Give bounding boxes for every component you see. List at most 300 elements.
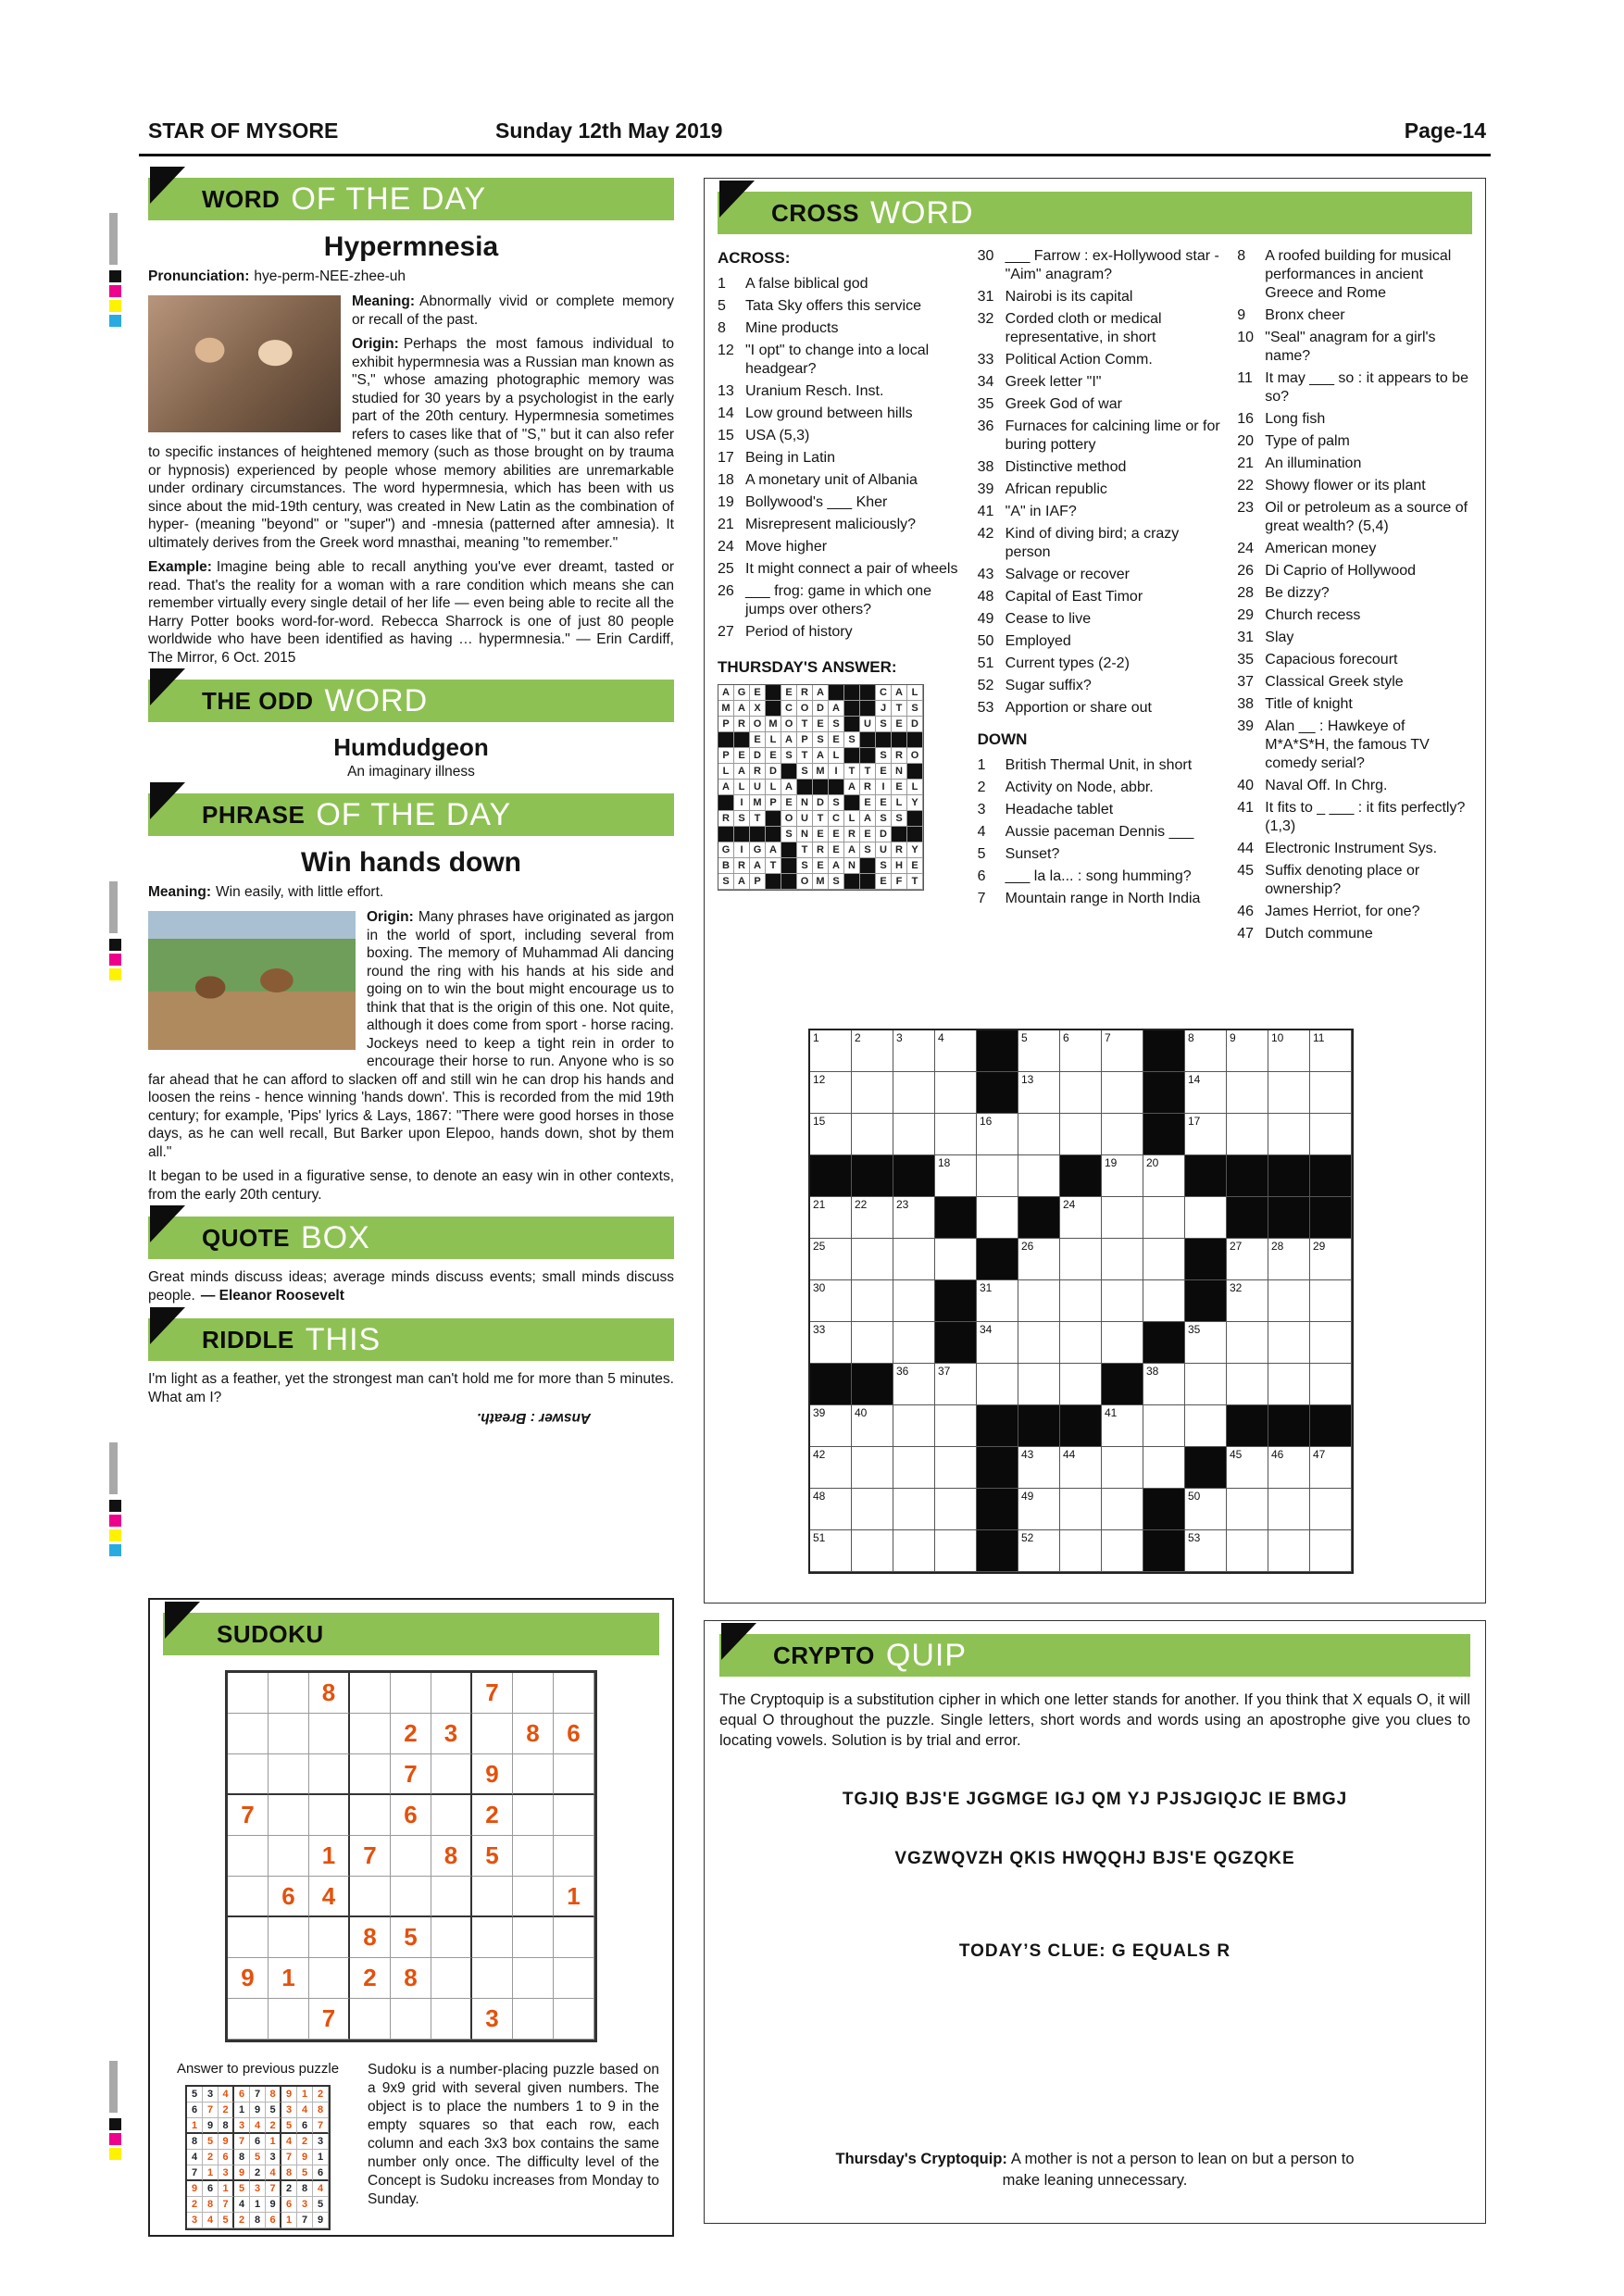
answer-letter-cell: E <box>734 748 750 764</box>
clue-number: 44 <box>1237 841 1255 856</box>
answer-letter-cell: S <box>876 858 892 874</box>
sudoku-empty-cell[interactable] <box>554 1754 594 1795</box>
sudoku-empty-cell[interactable] <box>269 1714 309 1754</box>
clue-number: 49 <box>977 611 994 627</box>
crossword-cell[interactable] <box>1018 1447 1060 1489</box>
sudoku-empty-cell[interactable] <box>391 1877 431 1917</box>
sudoku-empty-cell[interactable] <box>269 1795 309 1836</box>
crossword-cell[interactable] <box>810 1197 852 1239</box>
answer-letter-cell: L <box>766 780 781 795</box>
answer-letter-cell: P <box>718 717 734 732</box>
sudoku-empty-cell[interactable] <box>554 1673 594 1714</box>
crossword-cell[interactable] <box>935 1364 977 1405</box>
sudoku-empty-cell[interactable] <box>431 1877 472 1917</box>
crossword-cell[interactable] <box>810 1322 852 1364</box>
crossword-cell[interactable] <box>977 1114 1018 1155</box>
crossword-cell[interactable] <box>1268 1447 1310 1489</box>
sudoku-empty-cell[interactable] <box>350 1877 391 1917</box>
answer-letter-cell: I <box>829 764 844 780</box>
crossword-cell[interactable] <box>1310 1280 1352 1322</box>
crossword-cell[interactable] <box>1227 1489 1268 1530</box>
sudoku-empty-cell[interactable] <box>228 1673 269 1714</box>
answer-letter-cell: E <box>907 858 923 874</box>
crossword-cell[interactable] <box>893 1364 935 1405</box>
registration-mark <box>109 968 121 980</box>
cell-number: 35 <box>1188 1323 1201 1336</box>
crossword-clue <box>978 677 1225 695</box>
clue-text: James Herriot, for one? <box>1265 904 1420 919</box>
sudoku-empty-cell[interactable] <box>513 1795 554 1836</box>
crossword-black-cell <box>977 1239 1018 1280</box>
crossword-cell[interactable] <box>810 1530 852 1572</box>
crossword-cell[interactable] <box>1102 1072 1143 1114</box>
crossword-cell[interactable] <box>852 1114 893 1155</box>
answer-letter-cell: A <box>734 874 750 890</box>
crossword-cell[interactable] <box>935 1489 977 1530</box>
cell-number: 31 <box>980 1281 993 1294</box>
crossword-cell[interactable] <box>893 1489 935 1530</box>
crossword-cell[interactable] <box>1185 1322 1227 1364</box>
crossword-cell[interactable] <box>810 1280 852 1322</box>
crossword-cell[interactable] <box>1018 1489 1060 1530</box>
answer-letter-cell: S <box>876 811 892 827</box>
crossword-clue <box>978 890 1225 908</box>
sudoku-empty-cell[interactable] <box>554 1999 594 2040</box>
crossword-cell[interactable] <box>1060 1239 1102 1280</box>
sudoku-empty-cell[interactable] <box>391 1999 431 2040</box>
crossword-cell[interactable] <box>810 1405 852 1447</box>
sudoku-empty-cell[interactable] <box>391 1836 431 1877</box>
crossword-cell[interactable] <box>1268 1280 1310 1322</box>
sudoku-empty-cell[interactable] <box>554 1836 594 1877</box>
clue-column-3 <box>1237 247 1472 947</box>
crossword-cell[interactable] <box>1060 1447 1102 1489</box>
crossword-cell[interactable] <box>810 1114 852 1155</box>
crossword-cell[interactable] <box>1227 1114 1268 1155</box>
crossword-cell[interactable] <box>935 1072 977 1114</box>
crossword-cell[interactable] <box>1268 1239 1310 1280</box>
crossword-cell[interactable] <box>1143 1405 1185 1447</box>
crossword-cell[interactable] <box>1185 1197 1227 1239</box>
sudoku-empty-cell[interactable] <box>228 1836 269 1877</box>
crossword-cell[interactable] <box>810 1239 852 1280</box>
crossword-cell[interactable] <box>977 1322 1018 1364</box>
quote-box-bar <box>148 1217 674 1259</box>
crossword-cell[interactable] <box>1185 1030 1227 1072</box>
clue-number: 34 <box>977 374 994 390</box>
answer-black-cell <box>892 732 907 748</box>
clue-number: 40 <box>1237 778 1255 793</box>
crossword-clue <box>978 867 1225 886</box>
crossword-cell[interactable] <box>1143 1364 1185 1405</box>
crossword-cell[interactable] <box>1102 1447 1143 1489</box>
crossword-cell[interactable] <box>1268 1114 1310 1155</box>
answer-black-cell <box>734 827 750 842</box>
crossword-cell[interactable] <box>852 1197 893 1239</box>
crossword-clue <box>718 405 965 423</box>
sudoku-empty-cell[interactable] <box>472 1714 513 1754</box>
crossword-cell[interactable] <box>1185 1489 1227 1530</box>
crossword-cell[interactable] <box>1102 1114 1143 1155</box>
crossword-cell[interactable] <box>1185 1072 1227 1114</box>
sudoku-digit-cell: 5 <box>472 1836 513 1877</box>
answer-black-cell <box>844 748 860 764</box>
clue-text: Dutch commune <box>1265 926 1373 942</box>
crossword-cell[interactable] <box>852 1405 893 1447</box>
crossword-clue <box>1237 455 1472 473</box>
crossword-cell[interactable] <box>1185 1530 1227 1572</box>
crossword-cell[interactable] <box>810 1447 852 1489</box>
sudoku-answer-grid <box>185 2085 331 2230</box>
sudoku-digit-cell: 7 <box>203 2103 219 2118</box>
sudoku-empty-cell[interactable] <box>431 1999 472 2040</box>
sudoku-empty-cell[interactable] <box>513 1754 554 1795</box>
crossword-cell[interactable] <box>1018 1114 1060 1155</box>
crossword-cell[interactable] <box>977 1197 1018 1239</box>
clue-number: 15 <box>718 428 734 443</box>
crossword-cell[interactable] <box>1227 1364 1268 1405</box>
crossword-clue-columns <box>718 247 1472 947</box>
answer-letter-cell: E <box>876 764 892 780</box>
crossword-cell[interactable] <box>810 1030 852 1072</box>
clue-number: 37 <box>1237 674 1255 690</box>
crossword-cell[interactable] <box>935 1530 977 1572</box>
sudoku-empty-cell[interactable] <box>513 1917 554 1958</box>
crossword-cell[interactable] <box>1102 1239 1143 1280</box>
crossword-cell[interactable] <box>810 1072 852 1114</box>
sudoku-digit-cell: 3 <box>281 2103 297 2118</box>
section-subtag: OF THE DAY <box>316 796 512 832</box>
sudoku-empty-cell[interactable] <box>228 1999 269 2040</box>
clue-text: Aussie paceman Dennis ___ <box>1005 824 1194 840</box>
crossword-cell[interactable] <box>893 1114 935 1155</box>
sudoku-empty-cell[interactable] <box>431 1754 472 1795</box>
crossword-cell[interactable] <box>1310 1239 1352 1280</box>
crossword-cell[interactable] <box>893 1072 935 1114</box>
crossword-cell[interactable] <box>1227 1072 1268 1114</box>
crossword-clue <box>718 582 965 619</box>
answer-black-cell <box>907 764 923 780</box>
sudoku-empty-cell[interactable] <box>513 1877 554 1917</box>
crossword-cell[interactable] <box>977 1280 1018 1322</box>
sudoku-digit-cell: 2 <box>187 2197 203 2213</box>
crossword-cell[interactable] <box>1102 1030 1143 1072</box>
registration-mark <box>109 954 121 966</box>
crossword-cell[interactable] <box>852 1072 893 1114</box>
sudoku-digit-cell: 8 <box>219 2118 234 2134</box>
answer-letter-cell: A <box>860 811 876 827</box>
sudoku-digit-cell: 9 <box>281 2087 297 2103</box>
crossword-cell[interactable] <box>1060 1530 1102 1572</box>
crossword-cell[interactable] <box>852 1322 893 1364</box>
sudoku-empty-cell[interactable] <box>350 1754 391 1795</box>
crossword-clue <box>978 418 1225 455</box>
crossword-cell[interactable] <box>1018 1072 1060 1114</box>
clue-number: 31 <box>1237 630 1255 645</box>
clue-number: 16 <box>1237 411 1255 427</box>
crossword-cell[interactable] <box>1060 1072 1102 1114</box>
sudoku-digit-cell: 6 <box>250 2134 266 2150</box>
crossword-cell[interactable] <box>893 1280 935 1322</box>
sudoku-empty-cell[interactable] <box>513 1673 554 1714</box>
answer-letter-cell: A <box>718 780 734 795</box>
crossword-cell[interactable] <box>935 1030 977 1072</box>
clue-text: Distinctive method <box>1005 459 1127 475</box>
crossword-cell[interactable] <box>852 1030 893 1072</box>
crossword-cell[interactable] <box>1310 1072 1352 1114</box>
crossword-cell[interactable] <box>1060 1114 1102 1155</box>
crossword-cell[interactable] <box>852 1280 893 1322</box>
crossword-cell[interactable] <box>935 1155 977 1197</box>
crossword-clue <box>1237 629 1472 647</box>
crossword-cell[interactable] <box>1143 1447 1185 1489</box>
crossword-cell[interactable] <box>1310 1114 1352 1155</box>
crossword-cell[interactable] <box>1018 1155 1060 1197</box>
crossword-clue <box>1237 862 1472 899</box>
answer-letter-cell: I <box>734 795 750 811</box>
sudoku-empty-cell[interactable] <box>309 1958 350 1999</box>
sudoku-digit-cell: 5 <box>187 2087 203 2103</box>
crossword-cell[interactable] <box>935 1114 977 1155</box>
crossword-cell[interactable] <box>1310 1322 1352 1364</box>
answer-letter-cell: U <box>860 717 876 732</box>
crossword-cell[interactable] <box>935 1447 977 1489</box>
crossword-cell[interactable] <box>1060 1280 1102 1322</box>
cell-number: 3 <box>896 1031 903 1044</box>
cell-number: 5 <box>1021 1031 1028 1044</box>
sudoku-empty-cell[interactable] <box>269 1673 309 1714</box>
sudoku-empty-cell[interactable] <box>269 1917 309 1958</box>
crossword-cell[interactable] <box>1018 1322 1060 1364</box>
crossword-cell[interactable] <box>893 1239 935 1280</box>
sudoku-empty-cell[interactable] <box>228 1917 269 1958</box>
clue-text: An illumination <box>1265 455 1362 471</box>
crossword-cell[interactable] <box>893 1030 935 1072</box>
crossword-black-cell <box>1185 1155 1227 1197</box>
clue-text: ___ frog: game in which one jumps over others? <box>745 583 932 618</box>
sudoku-empty-cell[interactable] <box>269 1754 309 1795</box>
crossword-cell[interactable] <box>1310 1030 1352 1072</box>
crossword-clue <box>1237 584 1472 603</box>
sudoku-digit-cell: 6 <box>187 2103 203 2118</box>
clue-text: "I opt" to change into a local headgear? <box>745 343 930 377</box>
sudoku-description: Sudoku is a number-placing puzzle based on a 9x9 grid with several given numbers. The object is to place the numbers 1 to 9 in the empty squares so that each row, each column and each 3x3 box contains the same number only once. The difficulty level of the Concept is Sudoku increases from Monday to Sunday. <box>368 2062 659 2207</box>
crossword-cell[interactable] <box>852 1447 893 1489</box>
sudoku-digit-cell: 7 <box>391 1754 431 1795</box>
sudoku-digit-cell: 7 <box>472 1673 513 1714</box>
sudoku-empty-cell[interactable] <box>431 1795 472 1836</box>
sudoku-digit-cell: 2 <box>266 2118 281 2134</box>
sudoku-digit-cell: 7 <box>350 1836 391 1877</box>
crossword-cell[interactable] <box>1310 1364 1352 1405</box>
sudoku-empty-cell[interactable] <box>391 1673 431 1714</box>
answer-letter-cell: E <box>829 827 844 842</box>
crossword-cell[interactable] <box>1143 1197 1185 1239</box>
answer-black-cell <box>892 827 907 842</box>
clue-text: Tata Sky offers this service <box>745 298 921 314</box>
crossword-cell[interactable] <box>852 1489 893 1530</box>
crossword-cell[interactable] <box>1227 1030 1268 1072</box>
crossword-black-cell <box>893 1155 935 1197</box>
sudoku-bar <box>163 1613 659 1655</box>
crossword-cell[interactable] <box>1018 1239 1060 1280</box>
crossword-cell[interactable] <box>1060 1489 1102 1530</box>
crossword-cell[interactable] <box>1227 1530 1268 1572</box>
crossword-cell[interactable] <box>977 1155 1018 1197</box>
sudoku-digit-cell: 8 <box>266 2087 281 2103</box>
sudoku-empty-cell[interactable] <box>431 1673 472 1714</box>
crossword-cell[interactable] <box>893 1530 935 1572</box>
sudoku-empty-cell[interactable] <box>350 1795 391 1836</box>
crossword-cell[interactable] <box>935 1239 977 1280</box>
crossword-black-cell <box>1185 1447 1227 1489</box>
crossword-cell[interactable] <box>893 1322 935 1364</box>
sudoku-empty-cell[interactable] <box>228 1877 269 1917</box>
answer-letter-cell: C <box>781 701 797 717</box>
sudoku-empty-cell[interactable] <box>554 1795 594 1836</box>
crossword-cell[interactable] <box>810 1489 852 1530</box>
sudoku-empty-cell[interactable] <box>472 1958 513 1999</box>
crossword-cell[interactable] <box>1227 1280 1268 1322</box>
crossword-cell[interactable] <box>1227 1239 1268 1280</box>
answer-letter-cell: M <box>718 701 734 717</box>
sudoku-empty-cell[interactable] <box>350 1714 391 1754</box>
crossword-cell[interactable] <box>1018 1030 1060 1072</box>
crossword-cell[interactable] <box>852 1530 893 1572</box>
crossword-clue <box>718 623 965 642</box>
crossword-black-cell <box>1018 1197 1060 1239</box>
crossword-cell[interactable] <box>1143 1239 1185 1280</box>
sudoku-empty-cell[interactable] <box>513 1836 554 1877</box>
crossword-cell[interactable] <box>1227 1447 1268 1489</box>
sudoku-empty-cell[interactable] <box>472 1917 513 1958</box>
crossword-cell[interactable] <box>1268 1322 1310 1364</box>
crossword-cell[interactable] <box>1310 1489 1352 1530</box>
crossword-cell[interactable] <box>1102 1280 1143 1322</box>
crossword-cell[interactable] <box>1143 1280 1185 1322</box>
crossword-cell[interactable] <box>893 1405 935 1447</box>
crossword-cell[interactable] <box>1268 1530 1310 1572</box>
sudoku-empty-cell[interactable] <box>350 1673 391 1714</box>
sudoku-digit-cell: 9 <box>228 1958 269 1999</box>
crossword-cell[interactable] <box>1060 1197 1102 1239</box>
sudoku-digit-cell: 6 <box>266 2213 281 2228</box>
crossword-cell[interactable] <box>1018 1280 1060 1322</box>
crossword-cell[interactable] <box>1227 1322 1268 1364</box>
crossword-clue <box>978 566 1225 584</box>
sudoku-digit-cell: 3 <box>234 2118 250 2134</box>
crossword-cell[interactable] <box>1268 1489 1310 1530</box>
crossword-cell[interactable] <box>1060 1322 1102 1364</box>
crossword-clue <box>978 310 1225 347</box>
crossword-cell[interactable] <box>1268 1030 1310 1072</box>
phrase-meaning-line <box>148 884 674 901</box>
answer-letter-cell: M <box>766 717 781 732</box>
answer-letter-cell: E <box>813 827 829 842</box>
sudoku-empty-cell[interactable] <box>554 1958 594 1999</box>
crossword-cell[interactable] <box>1268 1364 1310 1405</box>
answer-letter-cell: T <box>844 764 860 780</box>
sudoku-empty-cell[interactable] <box>350 1999 391 2040</box>
sudoku-empty-cell[interactable] <box>269 1836 309 1877</box>
crossword-cell[interactable] <box>1102 1489 1143 1530</box>
crossword-cell[interactable] <box>1102 1155 1143 1197</box>
crossword-black-cell <box>977 1489 1018 1530</box>
crossword-cell[interactable] <box>852 1239 893 1280</box>
sudoku-empty-cell[interactable] <box>431 1958 472 1999</box>
registration-mark <box>109 2133 121 2145</box>
crossword-cell[interactable] <box>1102 1405 1143 1447</box>
crossword-cell[interactable] <box>1268 1072 1310 1114</box>
sudoku-empty-cell[interactable] <box>228 1754 269 1795</box>
sudoku-empty-cell[interactable] <box>309 1917 350 1958</box>
crossword-cell[interactable] <box>1060 1364 1102 1405</box>
crossword-cell[interactable] <box>1102 1530 1143 1572</box>
crossword-clue <box>978 503 1225 521</box>
sudoku-empty-cell[interactable] <box>309 1754 350 1795</box>
crossword-cell[interactable] <box>1060 1030 1102 1072</box>
cell-number: 28 <box>1271 1240 1284 1253</box>
sudoku-empty-cell[interactable] <box>309 1714 350 1754</box>
answer-letter-cell: S <box>781 748 797 764</box>
sudoku-digit-cell: 3 <box>203 2087 219 2103</box>
sudoku-empty-cell[interactable] <box>554 1917 594 1958</box>
crossword-clue <box>1237 369 1472 406</box>
sudoku-empty-cell[interactable] <box>513 1958 554 1999</box>
clue-number: 30 <box>977 248 994 264</box>
crossword-cell[interactable] <box>893 1447 935 1489</box>
section-tag: RIDDLE <box>202 1325 294 1354</box>
crossword-cell[interactable] <box>1102 1197 1143 1239</box>
clue-column-1 <box>718 247 965 947</box>
answer-black-cell <box>766 827 781 842</box>
clue-number: 7 <box>977 891 986 906</box>
sudoku-digit-cell: 4 <box>313 2181 329 2197</box>
crossword-cell[interactable] <box>893 1197 935 1239</box>
crossword-cell[interactable] <box>1018 1530 1060 1572</box>
clue-number: 23 <box>1237 500 1255 516</box>
sudoku-digit-cell: 2 <box>203 2150 219 2165</box>
crossword-clue <box>978 655 1225 673</box>
sudoku-digit-cell: 6 <box>554 1714 594 1754</box>
thursday-answer-grid <box>718 684 924 891</box>
crossword-cell[interactable] <box>1018 1364 1060 1405</box>
crossword-cell[interactable] <box>1185 1364 1227 1405</box>
answer-letter-cell: O <box>907 748 923 764</box>
sudoku-empty-cell[interactable] <box>513 1999 554 2040</box>
crossword-cell[interactable] <box>1310 1447 1352 1489</box>
sudoku-empty-cell[interactable] <box>228 1714 269 1754</box>
crossword-cell[interactable] <box>1102 1322 1143 1364</box>
registration-mark <box>109 939 121 951</box>
sudoku-empty-cell[interactable] <box>269 1999 309 2040</box>
crossword-cell[interactable] <box>1185 1405 1227 1447</box>
crossword-cell[interactable] <box>1143 1155 1185 1197</box>
sudoku-empty-cell[interactable] <box>309 1795 350 1836</box>
answer-letter-cell: D <box>813 795 829 811</box>
clue-text: A false biblical god <box>745 276 868 292</box>
sudoku-empty-cell[interactable] <box>472 1877 513 1917</box>
crossword-cell[interactable] <box>1185 1114 1227 1155</box>
crossword-cell[interactable] <box>977 1364 1018 1405</box>
crossword-cell[interactable] <box>935 1405 977 1447</box>
crossword-clue <box>978 351 1225 369</box>
clue-number: 2 <box>977 780 986 795</box>
crossword-cell[interactable] <box>1310 1530 1352 1572</box>
answer-letter-cell: M <box>813 874 829 890</box>
cell-number: 16 <box>980 1115 993 1128</box>
sudoku-empty-cell[interactable] <box>431 1917 472 1958</box>
